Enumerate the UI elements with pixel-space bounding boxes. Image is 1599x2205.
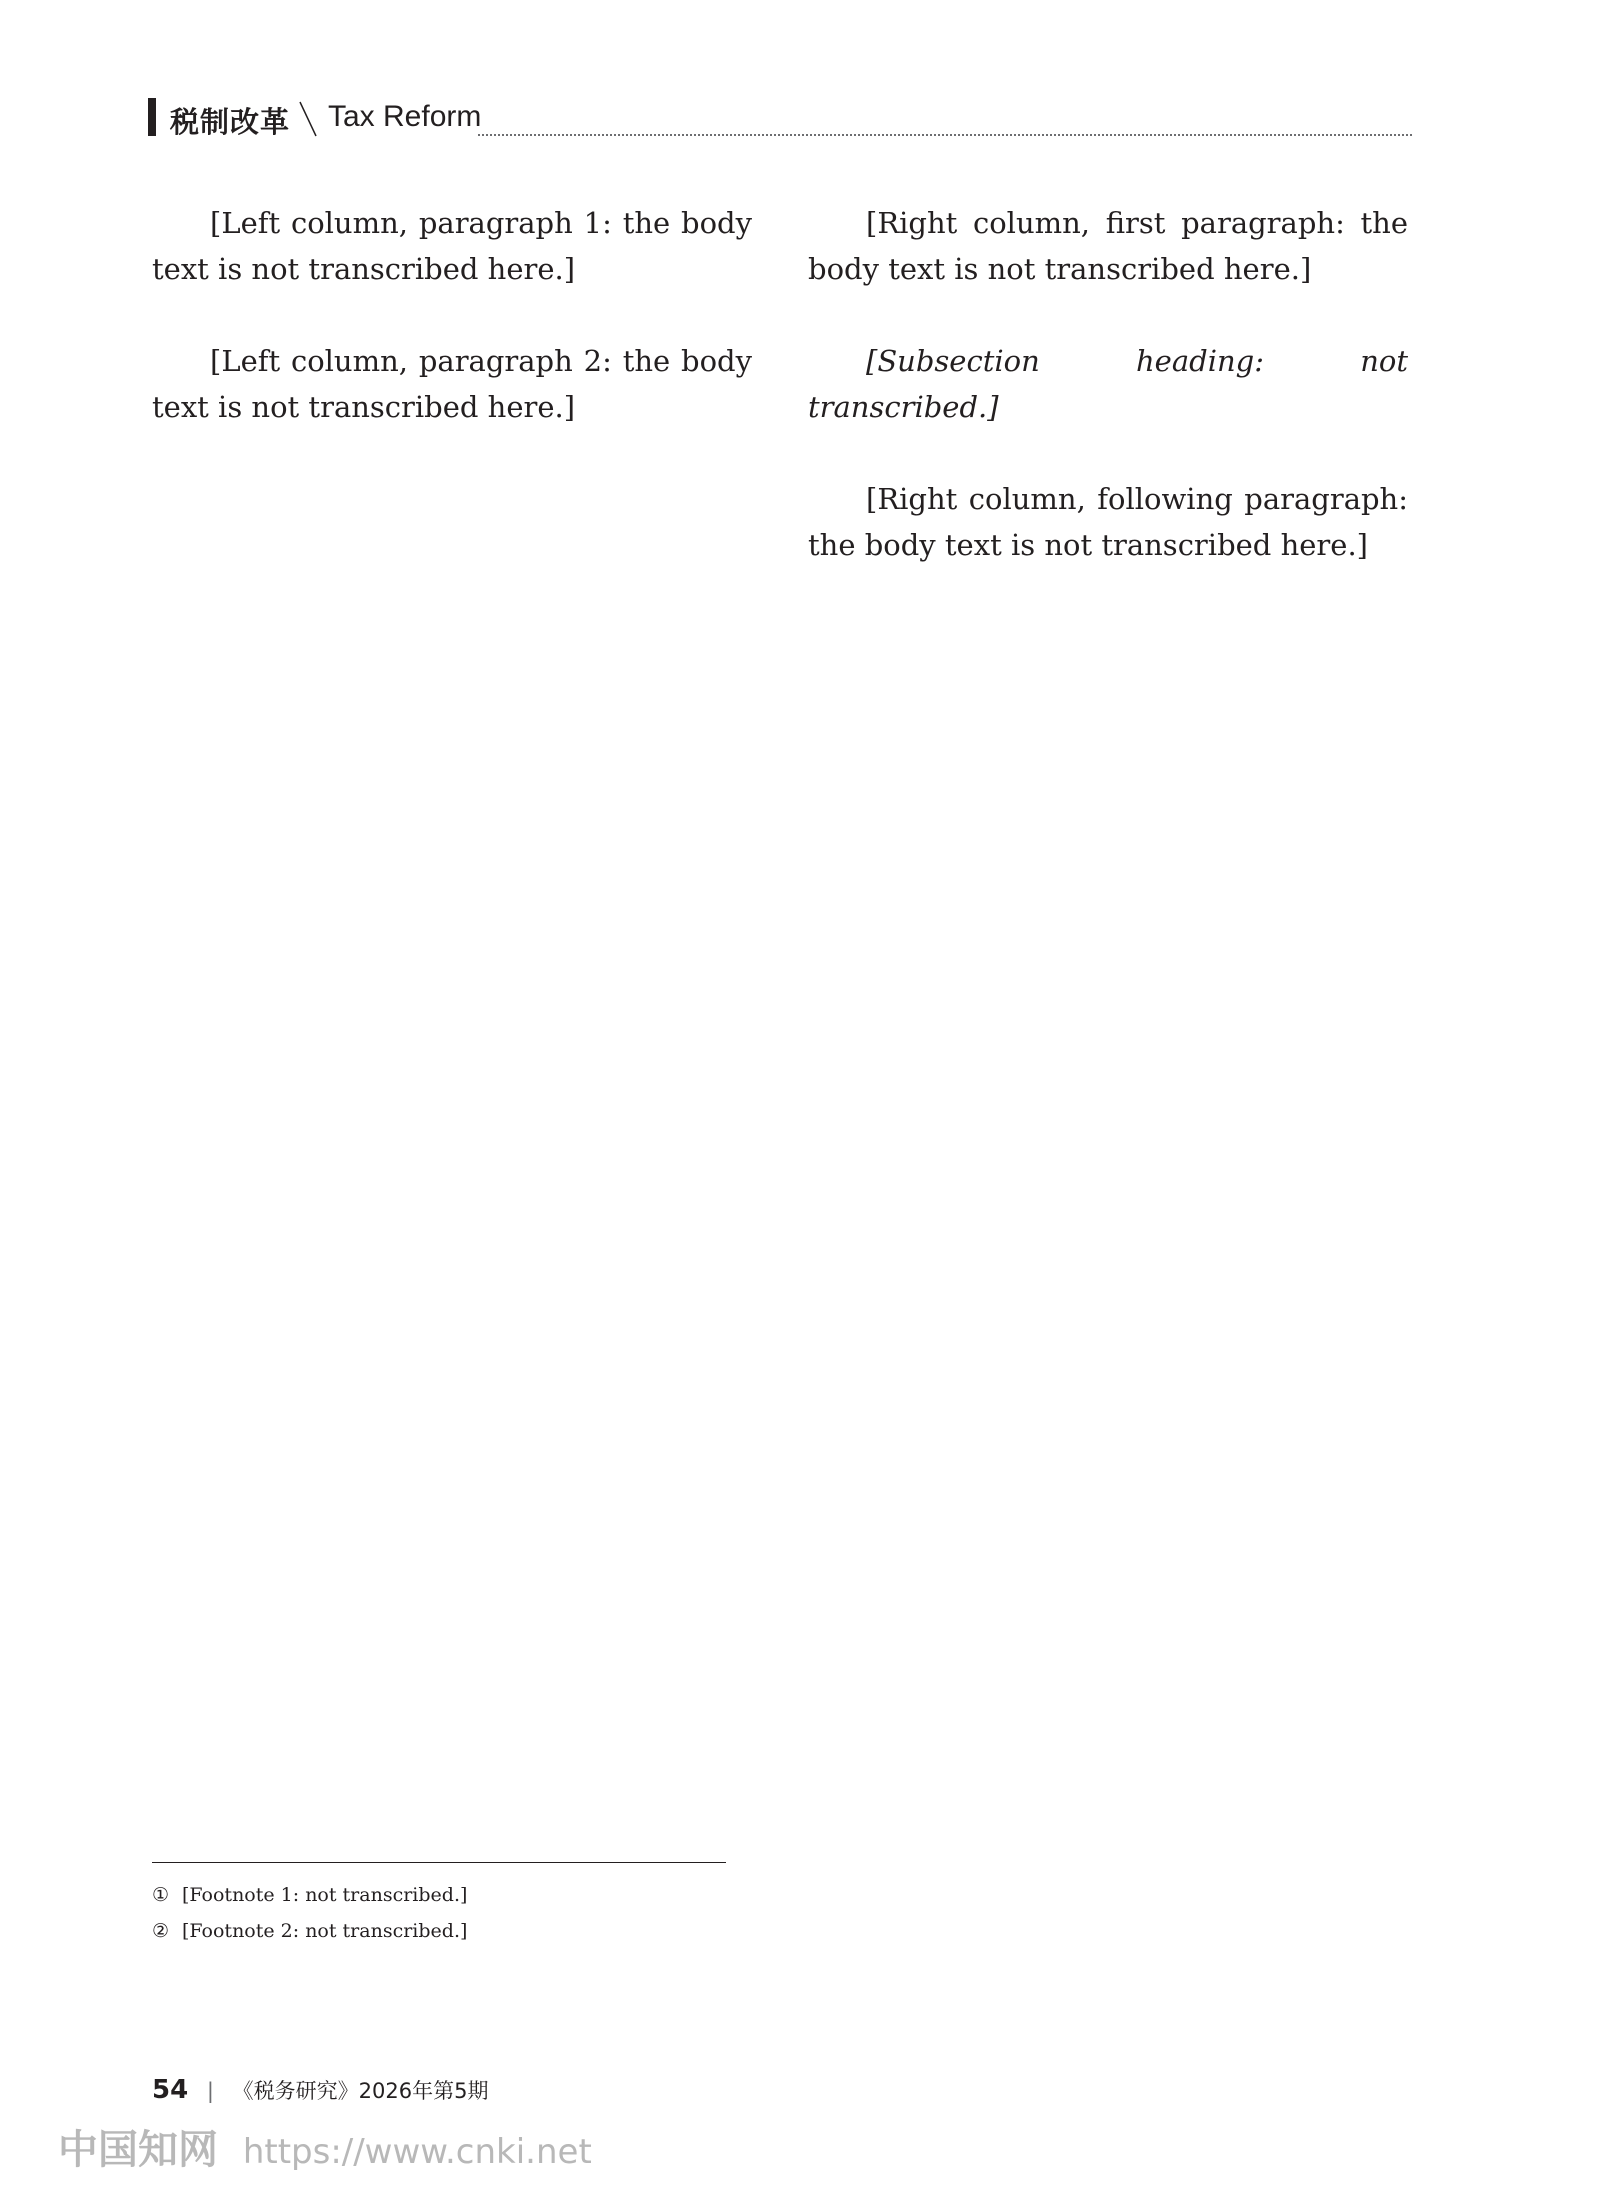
footnote	[152, 1916, 1412, 1946]
footnotes	[152, 1880, 1412, 1952]
section-title-en: Tax Reform	[328, 100, 482, 133]
body-paragraph: [Right column, first paragraph: the body text is not transcribed here.]	[808, 206, 1408, 286]
section-title-cn: 税制改革	[170, 105, 291, 139]
footnote-text: [Footnote 2: not transcribed.]	[182, 1920, 468, 1942]
subsection-heading: [Subsection heading: not transcribed.]	[808, 344, 1408, 424]
footnote-rule	[152, 1862, 726, 1863]
running-header	[148, 98, 1412, 142]
left-column	[152, 200, 752, 476]
header-bar	[148, 98, 156, 136]
footnote-text: [Footnote 1: not transcribed.]	[182, 1884, 468, 1906]
page-number: 54	[152, 2075, 189, 2105]
watermark-url: https://www.cnki.net	[242, 2132, 592, 2172]
body-paragraph: [Left column, paragraph 1: the body text is not transcribed here.]	[152, 206, 752, 286]
footnote-mark: ①	[152, 1884, 170, 1906]
footer-separator: |	[206, 2079, 214, 2103]
journal-name: 《税务研究》2026年第5期	[232, 2079, 489, 2103]
footnote	[152, 1880, 1412, 1910]
body-paragraph: [Right column, following paragraph: the body text is not transcribed here.]	[808, 482, 1408, 562]
watermark-brand: 中国知网	[58, 2127, 218, 2173]
body-paragraph: [Left column, paragraph 2: the body text is not transcribed here.]	[152, 344, 752, 424]
header-rule	[478, 134, 1412, 136]
header-slash-icon	[296, 96, 326, 140]
page-footer	[152, 2075, 488, 2105]
right-column	[808, 200, 1408, 614]
cnki-watermark	[58, 2118, 592, 2175]
footnote-mark: ②	[152, 1920, 170, 1942]
